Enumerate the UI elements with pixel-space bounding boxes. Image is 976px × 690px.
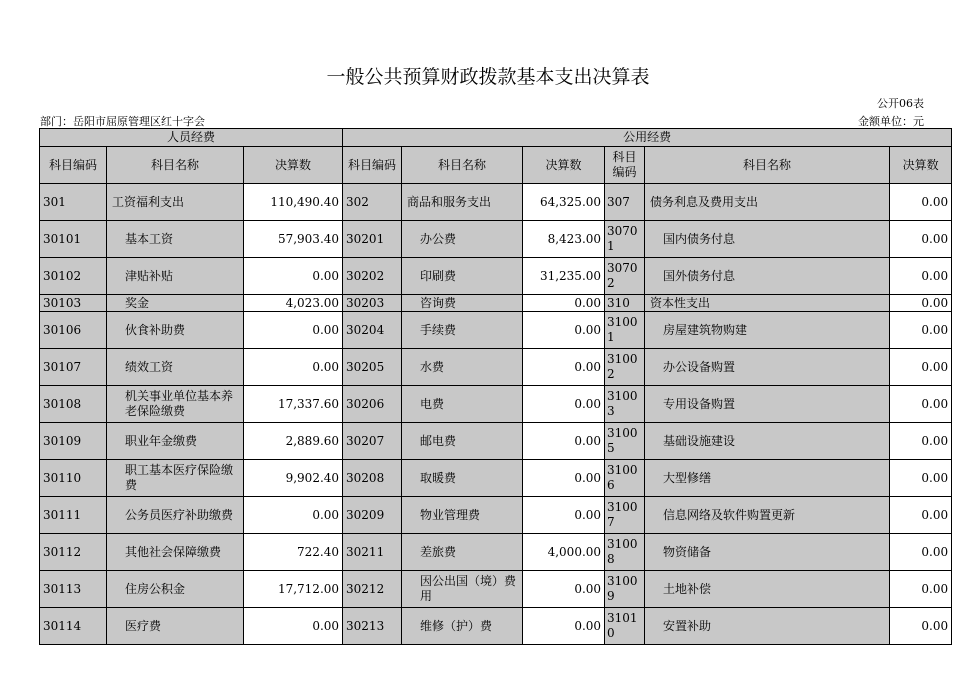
row-name-public-2: 专用设备购置 [645,386,890,423]
row-code-public-2: 30701 [605,221,645,258]
row-name-public-2: 房屋建筑物购建 [645,312,890,349]
row-code-personnel: 30106 [40,312,107,349]
row-code-public: 30202 [343,258,402,295]
row-amount-personnel: 17,712.00 [244,571,343,608]
table-row [40,571,952,608]
section-personnel-header: 人员经费 [40,129,343,147]
row-name-personnel: 医疗费 [107,608,244,645]
row-amount-personnel: 4,023.00 [244,295,343,312]
row-name-public-2: 信息网络及软件购置更新 [645,497,890,534]
row-amount-public: 8,423.00 [523,221,605,258]
col-header-name: 科目名称 [107,147,244,184]
row-amount-public: 64,325.00 [523,184,605,221]
row-amount-public-2: 0.00 [890,460,952,497]
col-header-code-3: 科目编码 [605,147,645,184]
col-header-name-2: 科目名称 [402,147,523,184]
row-code-public-2: 31008 [605,534,645,571]
row-amount-public-2: 0.00 [890,258,952,295]
row-code-public: 30209 [343,497,402,534]
row-code-public-2: 310 [605,295,645,312]
row-amount-personnel: 110,490.40 [244,184,343,221]
row-code-public: 30205 [343,349,402,386]
row-name-public-2: 债务利息及费用支出 [645,184,890,221]
row-amount-personnel: 0.00 [244,608,343,645]
table-row [40,608,952,645]
row-amount-public: 0.00 [523,460,605,497]
row-name-personnel: 津贴补贴 [107,258,244,295]
row-code-personnel: 30112 [40,534,107,571]
col-header-amount: 决算数 [244,147,343,184]
row-amount-public-2: 0.00 [890,386,952,423]
row-name-public: 手续费 [402,312,523,349]
row-amount-public: 0.00 [523,571,605,608]
row-amount-public-2: 0.00 [890,221,952,258]
col-header-amount-2: 决算数 [523,147,605,184]
row-amount-public: 0.00 [523,349,605,386]
row-amount-public: 4,000.00 [523,534,605,571]
row-name-public: 邮电费 [402,423,523,460]
row-name-personnel: 职业年金缴费 [107,423,244,460]
row-code-public-2: 31010 [605,608,645,645]
department-label: 部门：岳阳市屈原管理区红十字会 [40,115,205,128]
row-code-public-2: 31002 [605,349,645,386]
row-amount-public: 31,235.00 [523,258,605,295]
row-code-personnel: 30110 [40,460,107,497]
row-name-public-2: 基础设施建设 [645,423,890,460]
row-amount-personnel: 0.00 [244,258,343,295]
row-code-public: 302 [343,184,402,221]
row-code-personnel: 30113 [40,571,107,608]
report-title: 一般公共预算财政拨款基本支出决算表 [326,66,650,88]
table-row [40,258,952,295]
row-name-personnel: 伙食补助费 [107,312,244,349]
row-name-public: 物业管理费 [402,497,523,534]
row-code-personnel: 30111 [40,497,107,534]
row-amount-public-2: 0.00 [890,184,952,221]
table-body [40,184,952,645]
row-name-personnel: 奖金 [107,295,244,312]
form-number: 公开06表 [877,97,924,110]
row-name-public: 咨询费 [402,295,523,312]
row-code-public-2: 31007 [605,497,645,534]
row-name-public-2: 办公设备购置 [645,349,890,386]
row-code-public: 30206 [343,386,402,423]
row-code-public: 30208 [343,460,402,497]
row-name-public: 水费 [402,349,523,386]
col-header-name-3: 科目名称 [645,147,890,184]
row-name-personnel: 工资福利支出 [107,184,244,221]
row-code-public: 30213 [343,608,402,645]
row-code-personnel: 30114 [40,608,107,645]
row-amount-personnel: 0.00 [244,349,343,386]
row-amount-personnel: 722.40 [244,534,343,571]
row-name-personnel: 住房公积金 [107,571,244,608]
row-name-public: 取暖费 [402,460,523,497]
row-code-personnel: 30103 [40,295,107,312]
row-name-public-2: 物资储备 [645,534,890,571]
row-amount-public-2: 0.00 [890,312,952,349]
table-row [40,460,952,497]
row-amount-personnel: 2,889.60 [244,423,343,460]
row-name-public: 差旅费 [402,534,523,571]
row-amount-public-2: 0.00 [890,534,952,571]
col-header-code-2: 科目编码 [343,147,402,184]
row-name-public: 因公出国（境）费用 [402,571,523,608]
table-row [40,386,952,423]
table-row [40,349,952,386]
row-amount-public: 0.00 [523,423,605,460]
row-code-public: 30211 [343,534,402,571]
table-row [40,312,952,349]
row-code-public-2: 31006 [605,460,645,497]
row-name-public-2: 土地补偿 [645,571,890,608]
row-code-personnel: 30109 [40,423,107,460]
row-code-public-2: 31005 [605,423,645,460]
row-code-public: 30201 [343,221,402,258]
table-row [40,295,952,312]
table-row [40,497,952,534]
row-amount-personnel: 0.00 [244,312,343,349]
row-amount-personnel: 17,337.60 [244,386,343,423]
row-code-personnel: 30102 [40,258,107,295]
row-name-public-2: 资本性支出 [645,295,890,312]
row-name-public: 电费 [402,386,523,423]
row-name-public: 办公费 [402,221,523,258]
row-code-public: 30207 [343,423,402,460]
row-amount-personnel: 57,903.40 [244,221,343,258]
row-code-personnel: 301 [40,184,107,221]
row-amount-public: 0.00 [523,608,605,645]
row-amount-public-2: 0.00 [890,608,952,645]
table-row [40,184,952,221]
row-code-public-2: 307 [605,184,645,221]
col-header-amount-3: 决算数 [890,147,952,184]
row-code-public-2: 31003 [605,386,645,423]
row-amount-public: 0.00 [523,497,605,534]
row-amount-public-2: 0.00 [890,497,952,534]
row-amount-public-2: 0.00 [890,349,952,386]
row-name-personnel: 机关事业单位基本养老保险缴费 [107,386,244,423]
row-name-personnel: 公务员医疗补助缴费 [107,497,244,534]
row-name-public: 维修（护）费 [402,608,523,645]
row-amount-personnel: 0.00 [244,497,343,534]
row-name-personnel: 绩效工资 [107,349,244,386]
row-code-personnel: 30108 [40,386,107,423]
row-amount-public: 0.00 [523,312,605,349]
row-amount-public-2: 0.00 [890,423,952,460]
amount-unit-label: 金额单位：元 [858,115,924,128]
row-code-public-2: 31001 [605,312,645,349]
row-code-public-2: 31009 [605,571,645,608]
row-name-public: 商品和服务支出 [402,184,523,221]
row-name-personnel: 职工基本医疗保险缴费 [107,460,244,497]
row-amount-personnel: 9,902.40 [244,460,343,497]
row-name-public-2: 国内债务付息 [645,221,890,258]
table-row [40,534,952,571]
col-header-code: 科目编码 [40,147,107,184]
row-code-public: 30204 [343,312,402,349]
table-row [40,221,952,258]
row-name-personnel: 基本工资 [107,221,244,258]
row-code-public-2: 30702 [605,258,645,295]
row-name-public-2: 大型修缮 [645,460,890,497]
row-code-public: 30212 [343,571,402,608]
row-code-personnel: 30107 [40,349,107,386]
row-name-public-2: 安置补助 [645,608,890,645]
section-public-header: 公用经费 [343,129,952,147]
row-code-personnel: 30101 [40,221,107,258]
row-name-public: 印刷费 [402,258,523,295]
row-amount-public-2: 0.00 [890,571,952,608]
row-amount-public: 0.00 [523,295,605,312]
row-name-public-2: 国外债务付息 [645,258,890,295]
row-amount-public: 0.00 [523,386,605,423]
table-row [40,423,952,460]
row-name-personnel: 其他社会保障缴费 [107,534,244,571]
row-amount-public-2: 0.00 [890,295,952,312]
expenditure-table [39,128,952,645]
row-code-public: 30203 [343,295,402,312]
